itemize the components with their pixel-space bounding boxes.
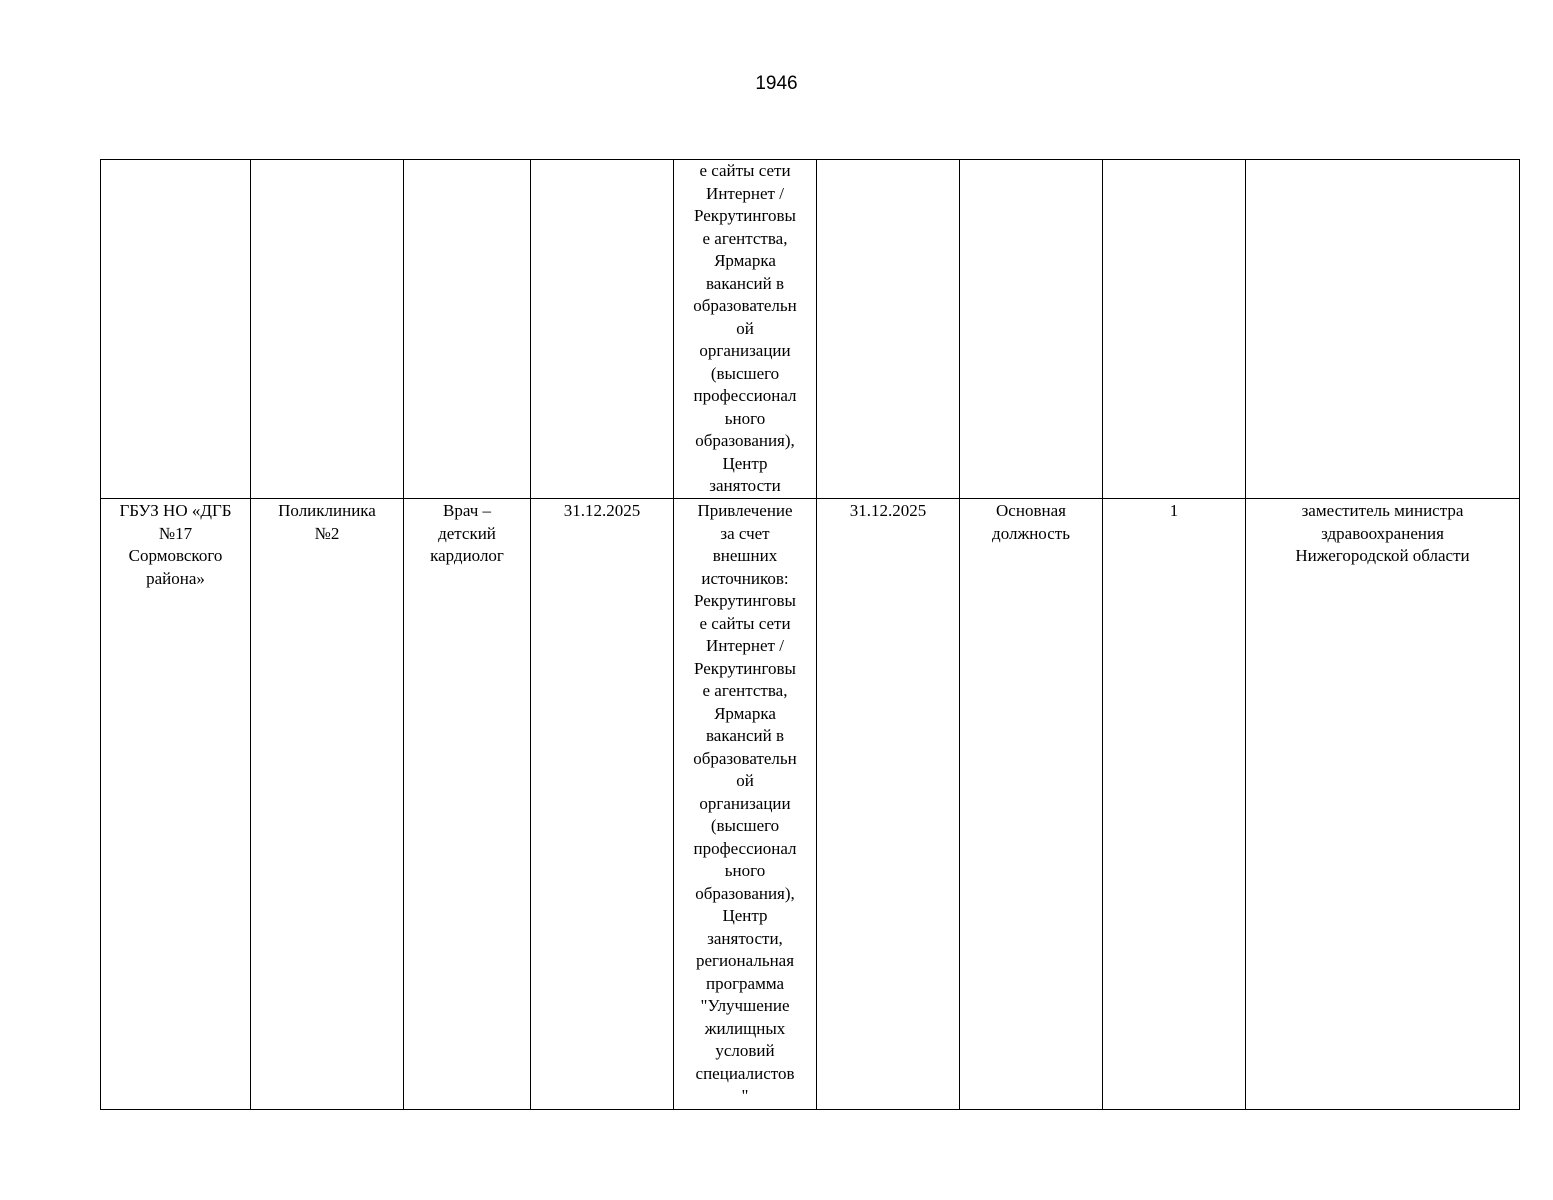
position-cell: Врач – детский кардиолог: [404, 499, 531, 1110]
organization-cell: ГБУЗ НО «ДГБ №17 Сормовского района»: [101, 499, 251, 1110]
vacancy-table: [100, 159, 1520, 1110]
count-cell: [1103, 160, 1246, 499]
date-start-cell: 31.12.2025: [531, 499, 674, 1110]
position-cell: [404, 160, 531, 499]
date-start-cell: [531, 160, 674, 499]
subdivision-cell: [251, 160, 404, 499]
table-row: [101, 160, 1520, 499]
date-end-cell: [817, 160, 960, 499]
date-end-cell: 31.12.2025: [817, 499, 960, 1110]
subdivision-cell: Поликлиника №2: [251, 499, 404, 1110]
position-type-cell: Основная должность: [960, 499, 1103, 1110]
responsible-cell: [1246, 160, 1520, 499]
measures-cell: Привлечение за счет внешних источников: Рекрутинговы е сайты сети Интернет / Рекрутинговы е агентства, Ярмарка вакансий в образовательн ой организации (высшего профессионал ьного образования), Центр занятости, региональная программа "Улучшение жилищных условий специалистов ": [674, 499, 817, 1110]
position-type-cell: [960, 160, 1103, 499]
count-cell: 1: [1103, 499, 1246, 1110]
measures-cell: е сайты сети Интернет / Рекрутинговы е агентства, Ярмарка вакансий в образовательн ой организации (высшего профессионал ьного образования), Центр занятости: [674, 160, 817, 499]
page-number: 1946: [755, 73, 798, 94]
responsible-cell: заместитель министра здравоохранения Нижегородской области: [1246, 499, 1520, 1110]
table-row: [101, 499, 1520, 1110]
organization-cell: [101, 160, 251, 499]
